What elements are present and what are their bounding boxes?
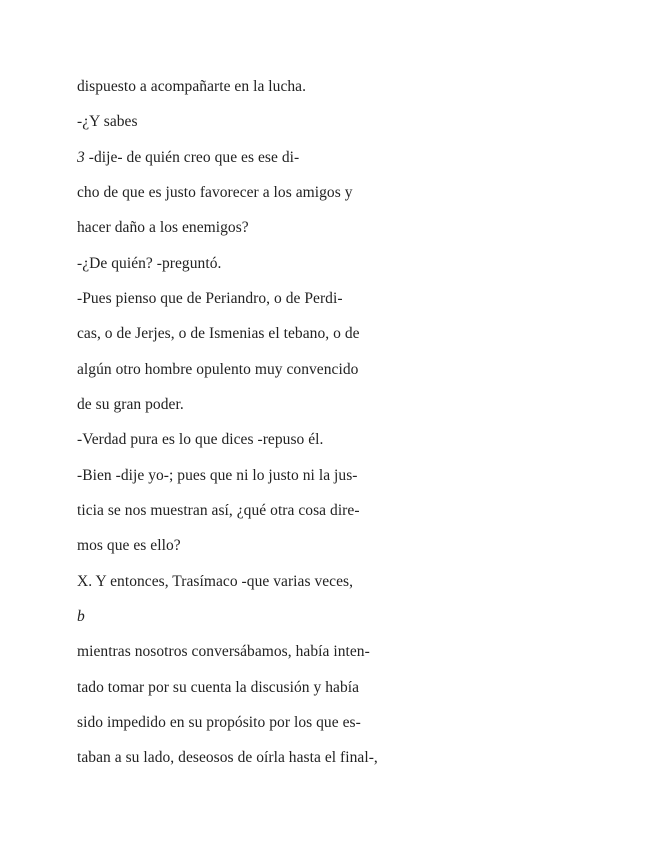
- margin-letter: b: [77, 608, 85, 625]
- text-line: mientras nosotros conversábamos, había inten-: [77, 643, 370, 660]
- margin-number: 3: [77, 149, 85, 166]
- text-line: dispuesto a acompañarte en la lucha.: [77, 78, 307, 95]
- text-line: -Bien -dije yo-; pues que ni lo justo ni la jus-: [77, 467, 358, 484]
- text-line: X. Y entonces, Trasímaco -que varias veces,: [77, 573, 354, 590]
- text-line-content: -dije- de quién creo que es ese di-: [84, 149, 300, 166]
- text-line: -Pues pienso que de Periandro, o de Perdi-: [77, 290, 343, 307]
- text-line: sido impedido en su propósito por los que es-: [77, 714, 361, 731]
- text-line: hacer daño a los enemigos?: [77, 219, 249, 236]
- text-line: [77, 148, 299, 168]
- text-line: de su gran poder.: [77, 396, 184, 413]
- text-line: mos que es ello?: [77, 537, 181, 554]
- text-line: taban a su lado, deseosos de oírla hasta el final-,: [77, 749, 378, 766]
- text-line: -Verdad pura es lo que dices -repuso él.: [77, 431, 324, 448]
- text-line: tado tomar por su cuenta la discusión y había: [77, 679, 360, 696]
- text-line: -¿Y sabes: [77, 113, 138, 130]
- text-line: ticia se nos muestran así, ¿qué otra cosa dire-: [77, 502, 360, 519]
- text-line: algún otro hombre opulento muy convencido: [77, 361, 359, 378]
- text-line: cas, o de Jerjes, o de Ismenias el tebano, o de: [77, 325, 360, 342]
- text-line: -¿De quién? -preguntó.: [77, 255, 222, 272]
- text-line: cho de que es justo favorecer a los amigos y: [77, 184, 353, 201]
